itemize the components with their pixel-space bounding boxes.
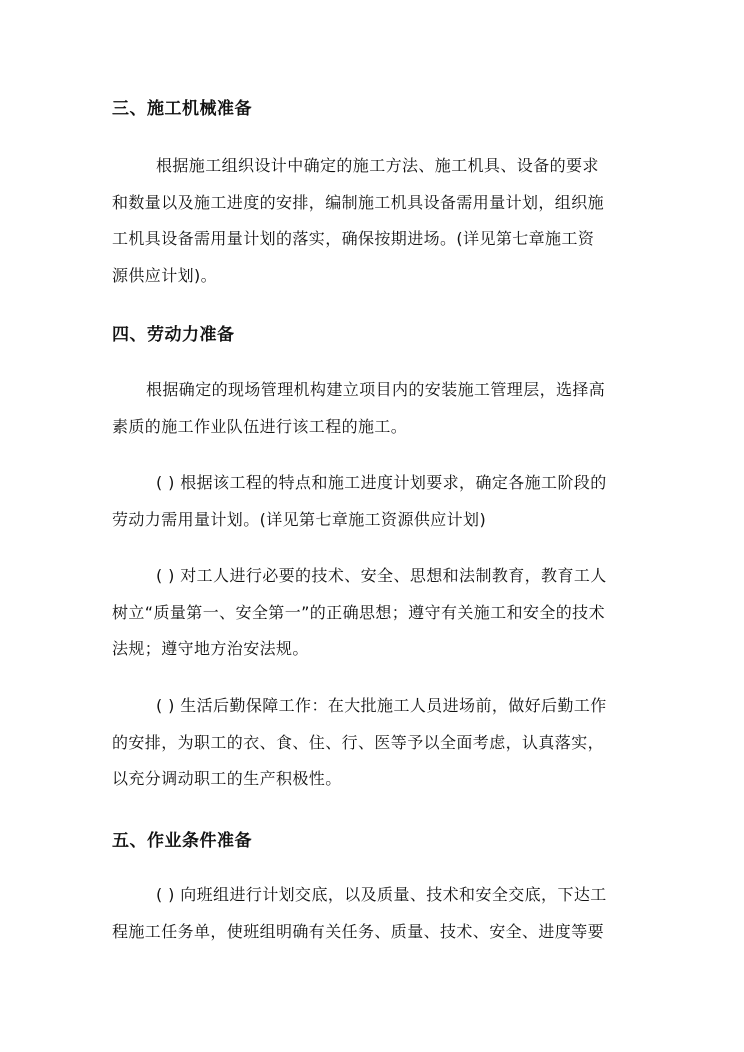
paragraph-line: 素质的施工作业队伍进行该工程的施工。 [112, 416, 408, 436]
paragraph-line: 劳动力需用量计划。(详见第七章施工资源供应计划) [112, 509, 487, 529]
paragraph-line: 工机具设备需用量计划的落实，确保按期进场。(详见第七章施工资 [112, 229, 595, 248]
paragraph-labor-item-1 [112, 465, 634, 538]
paragraph-labor-item-3 [112, 688, 634, 798]
paragraph-line: ( ) 根据该工程的特点和施工进度计划要求，确定各施工阶段的 [156, 473, 607, 492]
paragraph-line: ( ) 对工人进行必要的技术、安全、思想和法制教育，教育工人 [156, 566, 607, 585]
paragraph-line: 以充分调动职工的生产积极性。 [112, 769, 342, 788]
paragraph-line: 根据施工组织设计中确定的施工方法、施工机具、设备的要求 [156, 156, 599, 175]
paragraph-line: 和数量以及施工进度的安排，编制施工机具设备需用量计划，组织施 [112, 192, 605, 212]
paragraph-line: 根据确定的现场管理机构建立项目内的安装施工管理层，选择高 [146, 380, 606, 399]
paragraph-line: 法规；遵守地方治安法规。 [112, 639, 309, 658]
paragraph-machinery [112, 148, 634, 294]
paragraph-line: 源供应计划)。 [112, 265, 218, 285]
section-heading-machinery: 三、施工机械准备 [112, 99, 252, 119]
section-heading-labor: 四、劳动力准备 [112, 325, 235, 345]
paragraph-line: 程施工任务单，使班组明确有关任务、质量、技术、安全、进度等要 [112, 921, 605, 941]
paragraph-labor-intro [112, 372, 634, 445]
paragraph-labor-item-2 [112, 558, 634, 668]
paragraph-line: 的安排，为职工的衣、食、住、行、医等予以全面考虑，认真落实， [112, 732, 605, 752]
paragraph-work-conditions-item-1 [112, 877, 634, 950]
paragraph-line: ( ) 向班组进行计划交底，以及质量、技术和安全交底，下达工 [156, 885, 607, 904]
paragraph-line: ( ) 生活后勤保障工作：在大批施工人员进场前，做好后勤工作 [156, 696, 607, 715]
section-heading-work-conditions: 五、作业条件准备 [112, 831, 252, 851]
paragraph-line: 树立“质量第一、安全第一”的正确思想；遵守有关施工和安全的技术 [112, 602, 605, 622]
